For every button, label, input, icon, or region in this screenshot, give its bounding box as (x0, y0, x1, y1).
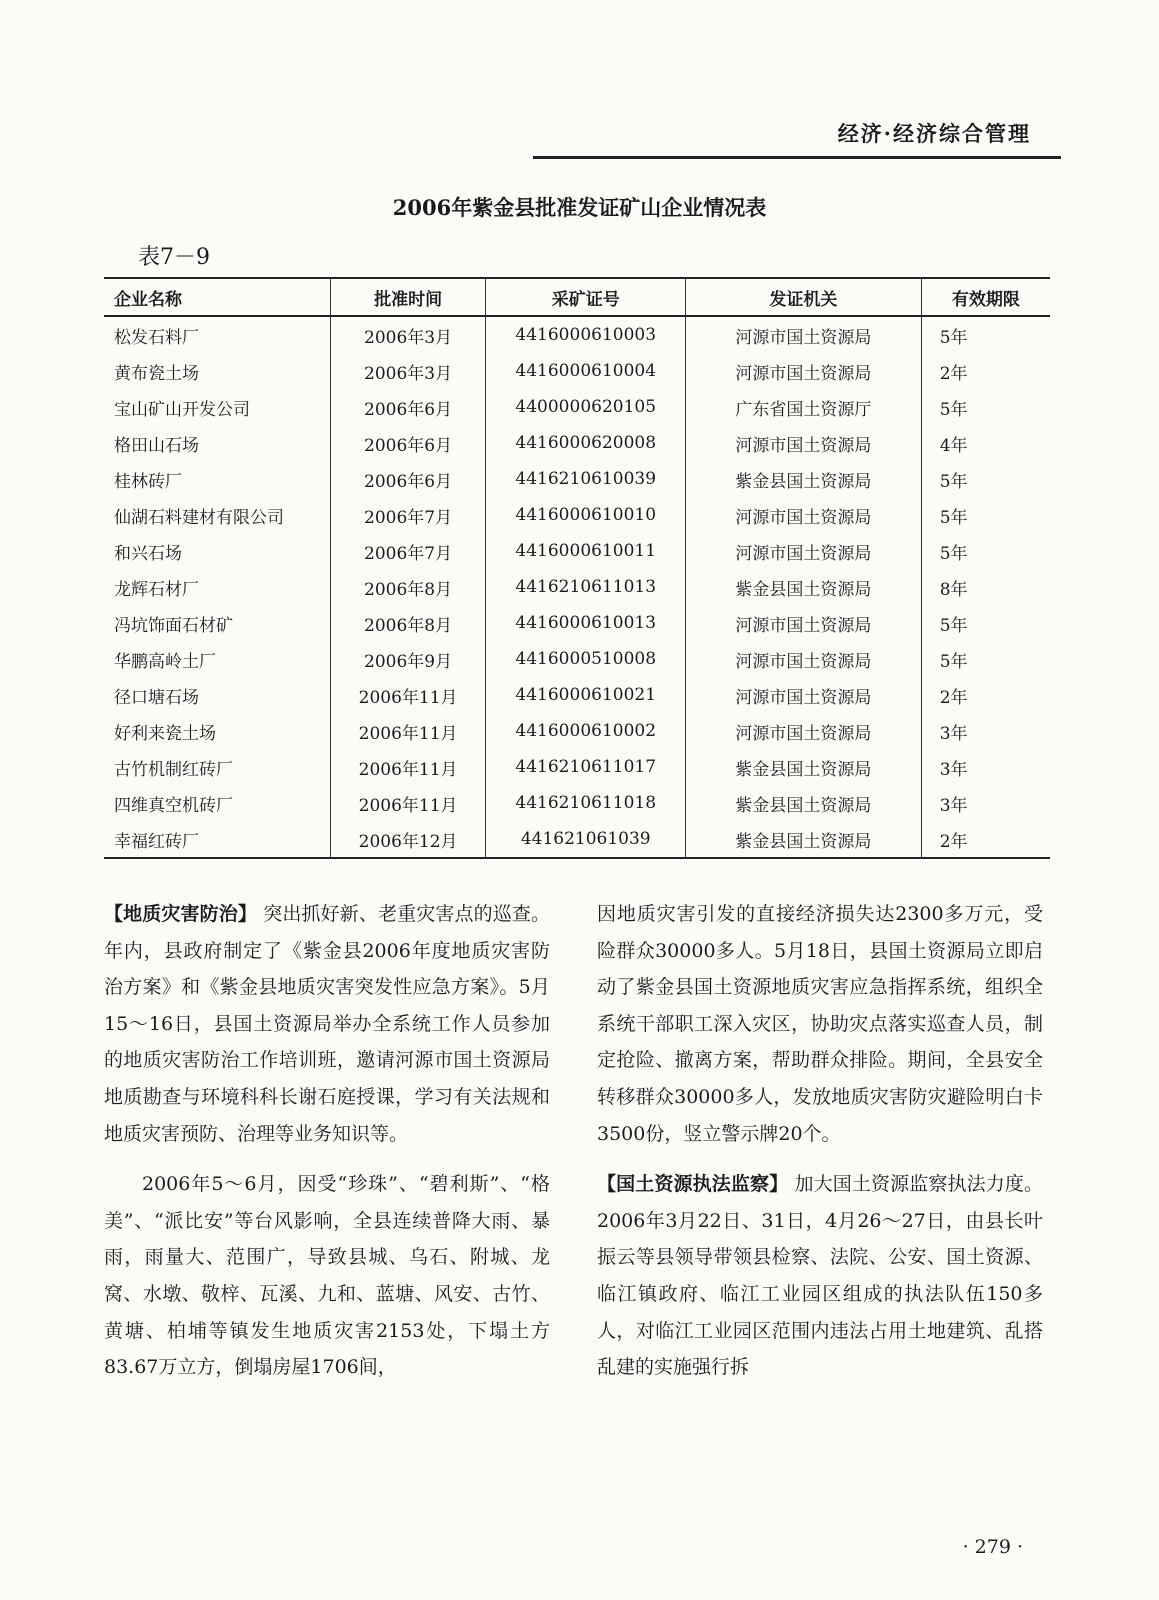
right-column (597, 896, 1043, 1386)
cell-date: 2006年8月 (330, 569, 486, 605)
paragraph-typhoon: 2006年5～6月，因受“珍珠”、“碧利斯”、“格美”、“派比安”等台风影响，全县连续普降大雨、暴雨，雨量大、范围广，导致县城、乌石、附城、龙窝、水墩、敬梓、瓦溪、九和、蓝塘、风安、古竹、黄塘、柏埔等镇发生地质灾害2153处，下塌土方83.67万立方，倒塌房屋1706间， (104, 1173, 550, 1379)
cell-term: 2年 (921, 677, 1050, 713)
cell-license: 4416000610003 (486, 316, 686, 353)
cell-company: 格田山石场 (114, 435, 199, 456)
cell-license: 4416210611013 (486, 569, 686, 605)
paragraph-enforcement (597, 1166, 1043, 1386)
cell-term: 3年 (921, 713, 1050, 749)
cell-authority: 河源市国土资源局 (686, 533, 922, 569)
cell-authority: 紫金县国土资源局 (686, 785, 922, 821)
cell-authority: 河源市国土资源局 (686, 425, 922, 461)
cell-company: 黄布瓷土场 (114, 363, 199, 384)
cell-company: 仙湖石料建材有限公司 (114, 507, 284, 528)
table-header-row (104, 278, 1050, 316)
cell-term: 5年 (921, 389, 1050, 425)
cell-date: 2006年6月 (330, 461, 486, 497)
table-body (104, 316, 1050, 858)
cell-authority: 紫金县国土资源局 (686, 821, 922, 858)
cell-company: 冯坑饰面石材矿 (114, 615, 233, 636)
cell-date: 2006年6月 (330, 425, 486, 461)
cell-company: 好利来瓷土场 (114, 723, 216, 744)
cell-company: 松发石料厂 (114, 327, 199, 348)
cell-term: 5年 (921, 316, 1050, 353)
cell-company: 古竹机制红砖厂 (114, 759, 233, 780)
table-row (104, 641, 1050, 677)
column-header-term: 有效期限 (921, 278, 1050, 316)
cell-term: 5年 (921, 497, 1050, 533)
cell-date: 2006年12月 (330, 821, 486, 858)
cell-date: 2006年11月 (330, 713, 486, 749)
table-row (104, 677, 1050, 713)
table-row (104, 389, 1050, 425)
cell-company: 华鹏高岭土厂 (114, 651, 216, 672)
cell-company: 径口塘石场 (114, 687, 199, 708)
column-header-date: 批准时间 (330, 278, 486, 316)
section-header: 经济·经济综合管理 (837, 121, 1031, 146)
cell-date: 2006年3月 (330, 316, 486, 353)
cell-date: 2006年11月 (330, 749, 486, 785)
cell-authority: 紫金县国土资源局 (686, 569, 922, 605)
cell-company: 和兴石场 (114, 543, 182, 564)
page-number: · 279 · (962, 1536, 1023, 1558)
paragraph-geohazard-intro (104, 896, 550, 1152)
cell-date: 2006年8月 (330, 605, 486, 641)
text-enforcement: 加大国土资源监察执法力度。2006年3月22日、31日，4月26～27日，由县长叶振云等县领导带领县检察、法院、公安、国土资源、临江镇政府、临江工业园区组成的执法队伍150多人，对临江工业园区范围内违法占用土地建筑、乱搭乱建的实施强行拆 (597, 1173, 1043, 1379)
cell-term: 8年 (921, 569, 1050, 605)
cell-license: 4416000610011 (486, 533, 686, 569)
cell-term: 2年 (921, 821, 1050, 858)
column-header-authority: 发证机关 (686, 278, 922, 316)
header-rule (533, 156, 1061, 159)
table-row (104, 749, 1050, 785)
heading-geohazard: 【地质灾害防治】 (104, 903, 258, 925)
table-row (104, 353, 1050, 389)
cell-date: 2006年9月 (330, 641, 486, 677)
table-row (104, 497, 1050, 533)
heading-enforcement: 【国土资源执法监察】 (597, 1173, 789, 1196)
cell-authority: 广东省国土资源厅 (686, 389, 922, 425)
cell-authority: 河源市国土资源局 (686, 713, 922, 749)
cell-company: 幸福红砖厂 (104, 821, 330, 858)
cell-authority: 河源市国土资源局 (686, 605, 922, 641)
cell-company: 桂林砖厂 (114, 471, 182, 492)
table-row (104, 821, 1050, 858)
table-row (104, 425, 1050, 461)
cell-authority: 河源市国土资源局 (686, 353, 922, 389)
cell-license: 4416000610021 (486, 677, 686, 713)
cell-date: 2006年7月 (330, 497, 486, 533)
cell-date: 2006年3月 (330, 353, 486, 389)
cell-company: 宝山矿山开发公司 (114, 399, 250, 420)
left-column (104, 896, 550, 1386)
cell-term: 2年 (921, 353, 1050, 389)
cell-term: 3年 (921, 785, 1050, 821)
cell-authority: 紫金县国土资源局 (686, 461, 922, 497)
mining-permit-table (104, 277, 1050, 859)
column-header-license: 采矿证号 (486, 278, 686, 316)
cell-term: 5年 (921, 605, 1050, 641)
table-row (104, 785, 1050, 821)
cell-license: 4416210610039 (486, 461, 686, 497)
text-geohazard-intro: 突出抓好新、老重灾害点的巡查。年内，县政府制定了《紫金县2006年度地质灾害防治方案》和《紫金县地质灾害突发性应急方案》。5月15～16日，县国土资源局举办全系统工作人员参加的地质灾害防治工作培训班，邀请河源市国土资源局地质勘查与环境科科长谢石庭授课，学习有关法规和地质灾害预防、治理等业务知识等。 (104, 903, 550, 1145)
table-row (104, 569, 1050, 605)
cell-authority: 河源市国土资源局 (686, 316, 922, 353)
cell-license: 4400000620105 (486, 389, 686, 425)
cell-license: 4416000610002 (486, 713, 686, 749)
column-header-company: 企业名称 (104, 278, 330, 316)
cell-license: 4416000610010 (486, 497, 686, 533)
cell-term: 5年 (921, 533, 1050, 569)
cell-authority: 紫金县国土资源局 (686, 749, 922, 785)
cell-license: 4416210611018 (486, 785, 686, 821)
cell-date: 2006年7月 (330, 533, 486, 569)
cell-license: 441621061039 (486, 821, 686, 858)
cell-authority: 河源市国土资源局 (686, 497, 922, 533)
cell-company: 四维真空机砖厂 (114, 795, 233, 816)
table-number: 表7－9 (138, 245, 210, 270)
cell-term: 5年 (921, 641, 1050, 677)
cell-license: 4416000610013 (486, 605, 686, 641)
cell-date: 2006年11月 (330, 785, 486, 821)
table-row (104, 533, 1050, 569)
cell-license: 4416000610004 (486, 353, 686, 389)
cell-license: 4416210611017 (486, 749, 686, 785)
cell-authority: 河源市国土资源局 (686, 677, 922, 713)
cell-license: 4416000510008 (486, 641, 686, 677)
cell-term: 3年 (921, 749, 1050, 785)
cell-term: 4年 (921, 425, 1050, 461)
table-row (104, 713, 1050, 749)
table-title: 2006年紫金县批准发证矿山企业情况表 (392, 195, 767, 220)
table-row (104, 461, 1050, 497)
cell-date: 2006年11月 (330, 677, 486, 713)
table-row (104, 605, 1050, 641)
table-row (104, 316, 1050, 353)
cell-date: 2006年6月 (330, 389, 486, 425)
cell-company: 龙辉石材厂 (114, 579, 199, 600)
cell-authority: 河源市国土资源局 (686, 641, 922, 677)
cell-term: 5年 (921, 461, 1050, 497)
paragraph-typhoon-continued: 因地质灾害引发的直接经济损失达2300多万元，受险群众30000多人。5月18日，县国土资源局立即启动了紫金县国土资源地质灾害应急指挥系统，组织全系统干部职工深入灾区，协助灾点落实巡查人员，制定抢险、撤离方案，帮助群众排险。期间，全县安全转移群众30000多人，发放地质灾害防灾避险明白卡3500份，竖立警示牌20个。 (597, 903, 1043, 1145)
cell-license: 4416000620008 (486, 425, 686, 461)
